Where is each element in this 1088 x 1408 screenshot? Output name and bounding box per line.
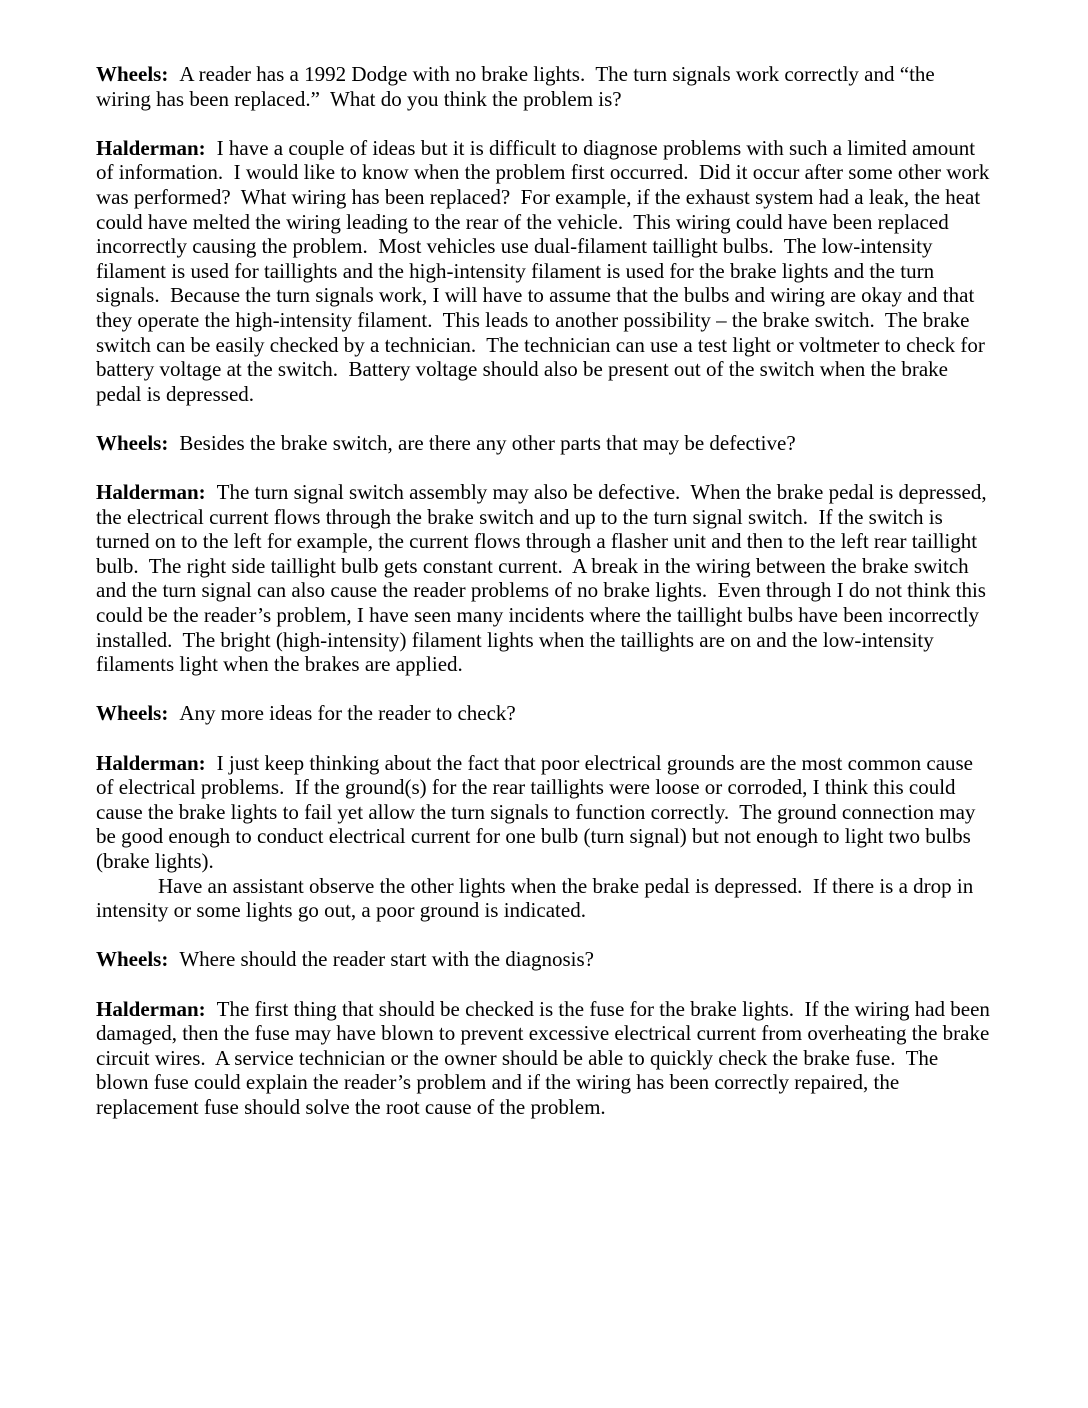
paragraph-text: The first thing that should be checked is the fuse for the brake lights. If the wiring had been damaged, then the fuse may have blown to prevent excessive electrical current from overheating the brake circuit wires. A service technician or the owner should be able to quickly check the brake fuse. The blown fuse could explain the reader’s problem and if the wiring has been correctly repaired, the replacement fuse should solve the root cause of the problem. xyxy=(96,996,996,1119)
speaker-label: Halderman: xyxy=(96,996,206,1021)
dialogue-paragraph xyxy=(96,62,994,111)
speaker-label: Wheels: xyxy=(96,701,169,726)
paragraph-text: Besides the brake switch, are there any other parts that may be defective? xyxy=(179,430,796,455)
dialogue-paragraph xyxy=(96,136,994,407)
dialogue-paragraph xyxy=(96,480,994,677)
paragraph-text: I have a couple of ideas but it is difficult to diagnose problems with such a limited amount of information. I would like to know when the problem first occurred. Did it occur after some other work was performed? What wiring has been replaced? For example, if the exhaust system had a leak, the heat could have melted the wiring leading to the rear of the vehicle. This wiring could have been replaced incorrectly causing the problem. Most vehicles use dual-filament taillight bulbs. The low-intensity filament is used for taillights and the high-intensity filament is used for the brake lights and the turn signals. Because the turn signals work, I will have to assume that the bulbs and wiring are okay and that they operate the high-intensity filament. This leads to another possibility – the brake switch. The brake switch can be easily checked by a technician. The technician can use a test light or voltmeter to check for battery voltage at the switch. Battery voltage should also be present out of the switch when the brake pedal is depressed. xyxy=(96,135,995,406)
dialogue-paragraph xyxy=(96,431,994,456)
dialogue-paragraph xyxy=(96,874,994,923)
speaker-label: Wheels: xyxy=(96,62,169,86)
speaker-label: Wheels: xyxy=(96,430,169,455)
dialogue-paragraph xyxy=(96,997,994,1120)
speaker-label: Halderman: xyxy=(96,750,206,775)
speaker-label: Wheels: xyxy=(96,947,169,972)
paragraph-text: I just keep thinking about the fact that poor electrical grounds are the most common cause of electrical problems. If the ground(s) for the rear taillights were loose or corroded, I think this could cause the brake lights to fail yet allow the turn signals to function correctly. The ground connection may be good enough to conduct electrical current for one bulb (turn signal) but not enough to light two bulbs (brake lights). xyxy=(96,750,981,873)
dialogue-paragraph xyxy=(96,947,994,972)
speaker-label: Halderman: xyxy=(96,480,206,505)
paragraph-text: The turn signal switch assembly may also be defective. When the brake pedal is depressed, the electrical current flows through the brake switch and up to the turn signal switch. If the switch is turned on to the left for example, the current flows through a flasher unit and then to the left rear taillight bulb. The right side taillight bulb gets constant current. A break in the wiring between the brake switch and the turn signal can also cause the reader problems of no brake lights. Even through I do not think this could be the reader’s problem, I have seen many incidents where the taillight bulbs have been incorrectly installed. The bright (high-intensity) filament lights when the taillights are on and the low-intensity filaments light when the brakes are applied. xyxy=(96,480,992,677)
paragraph-text: A reader has a 1992 Dodge with no brake lights. The turn signals work correctly and “the wiring has been replaced.” What do you think the problem is? xyxy=(96,62,940,111)
paragraph-text: Where should the reader start with the diagnosis? xyxy=(179,947,594,972)
speaker-label: Halderman: xyxy=(96,135,206,160)
dialogue xyxy=(96,62,994,1120)
paragraph-text: Have an assistant observe the other lights when the brake pedal is depressed. If there is a drop in intensity or some lights go out, a poor ground is indicated. xyxy=(96,873,979,923)
paragraph-text: Any more ideas for the reader to check? xyxy=(179,701,516,726)
dialogue-paragraph xyxy=(96,751,994,874)
dialogue-paragraph xyxy=(96,701,994,726)
